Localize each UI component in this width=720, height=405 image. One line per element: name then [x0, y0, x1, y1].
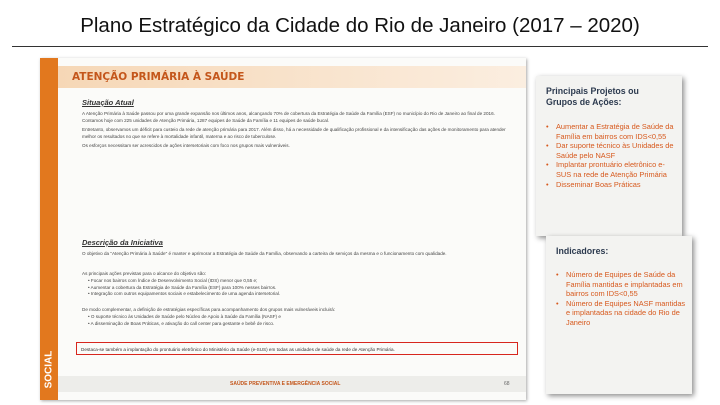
paragraph: Entretanto, observamos um déficit para custeio da rede de atenção primária para 2017. Além disso, há a necessidade de qualificação profissional e da intensificação das ações de monitoramento para atender melhor os resultados no que se refere à mortalidade infantil, materna e ao risco de tuberculose.	[82, 127, 506, 139]
initiative-strategies-list	[88, 314, 508, 327]
document-footer-label: SAÚDE PREVENTIVA E EMERGÊNCIA SOCIAL	[230, 381, 341, 387]
list-item: • Disseminar Boas Práticas	[546, 180, 676, 190]
document-side-label: SOCIAL	[43, 350, 55, 389]
indicators-panel-title: Indicadores:	[556, 246, 609, 256]
list-item: • Implantar prontuário eletrônico e-SUS na rede de Atenção Primária	[546, 160, 676, 179]
document-side-band	[40, 58, 58, 400]
list-item: • Integração com outros equipamentos sociais e estabelecimento de uma agenda intersetorial.	[88, 291, 508, 298]
list-item: • Número de Equipes NASF mantidas e implantadas na cidade do Rio de Janeiro	[556, 299, 686, 328]
document-image	[40, 58, 526, 400]
list-item: • Número de Equipes de Saúde da Família mantidas e implantadas em bairros com IDS<0,55	[556, 270, 686, 299]
list-item: • A disseminação de Boas Práticas, e ativação do call center para gestante e bebê de risco.	[88, 321, 508, 328]
list-item: • Aumentar a Estratégia de Saúde da Família em bairros com IDS<0,55	[546, 122, 676, 141]
list-item: • Dar suporte técnico às Unidades de Saúde pelo NASF	[546, 141, 676, 160]
highlighted-statement: Destaca-se também a implantação do prontuário eletrônico do Ministério da Saúde (e-SUS) em todas as unidades de saúde da rede de Atenção Primária.	[76, 342, 518, 355]
list-item: • Focar nos bairros com Índice de Desenvolvimento Social (IDS) menor que 0,55 e;	[88, 278, 508, 285]
document-footer	[58, 376, 526, 392]
list-item: • O suporte técnico às Unidades de Saúde pelo Núcleo de Apoio à Saúde da Família (NASF) e	[88, 314, 508, 321]
section-current-situation-text	[82, 110, 516, 151]
document-header-title: ATENÇÃO PRIMÁRIA À SAÚDE	[72, 71, 245, 83]
section-initiative-complement: De modo complementar, a definição de estratégias específicas para acompanhamento dos grupos mais vulneráveis incluirá:	[82, 307, 336, 312]
paragraph: Os esforços necessitam ser acrescidos de ações intersetoriais com foco nos grupos mais vulneráveis.	[82, 143, 290, 148]
indicators-panel	[546, 236, 692, 394]
section-initiative-lead: As principais ações previstas para o alcance do objetivo são:	[82, 271, 207, 276]
section-initiative-intro: O objetivo da "Atenção Primária à Saúde" é manter e aprimorar a Estratégia de Saúde da Família, observando a carteira de serviços da mesma e o funcionamento com qualidade.	[82, 251, 447, 256]
list-item: • Aumentar a cobertura da Estratégia de Saúde da Família (ESF) para 100% nesses bairros.	[88, 285, 508, 292]
document-page-number: 68	[504, 381, 510, 387]
indicators-list	[556, 270, 686, 328]
projects-panel-title: Principais Projetos ou Grupos de Ações:	[546, 86, 639, 107]
section-title-current-situation: Situação Atual	[82, 98, 134, 107]
initiative-actions-list	[88, 278, 508, 298]
document-header	[58, 66, 526, 88]
projects-panel	[536, 76, 682, 236]
projects-list	[546, 122, 676, 189]
section-title-initiative: Descrição da Iniciativa	[82, 238, 163, 247]
title-divider	[12, 46, 708, 47]
paragraph: A Atenção Primária à Saúde passou por uma grande expansão nos últimos anos, alcançando 70% de cobertura da Estratégia de Saúde da Família (ESF) no município do Rio de Janeiro ao final de 2016. Contamos hoje com 225 unidades de Atenção Primária, 1287 equipes de Saúde da Família e 11 equipes de saúde bucal.	[82, 111, 495, 123]
slide-title: Plano Estratégico da Cidade do Rio de Janeiro (2017 – 2020)	[80, 14, 640, 37]
